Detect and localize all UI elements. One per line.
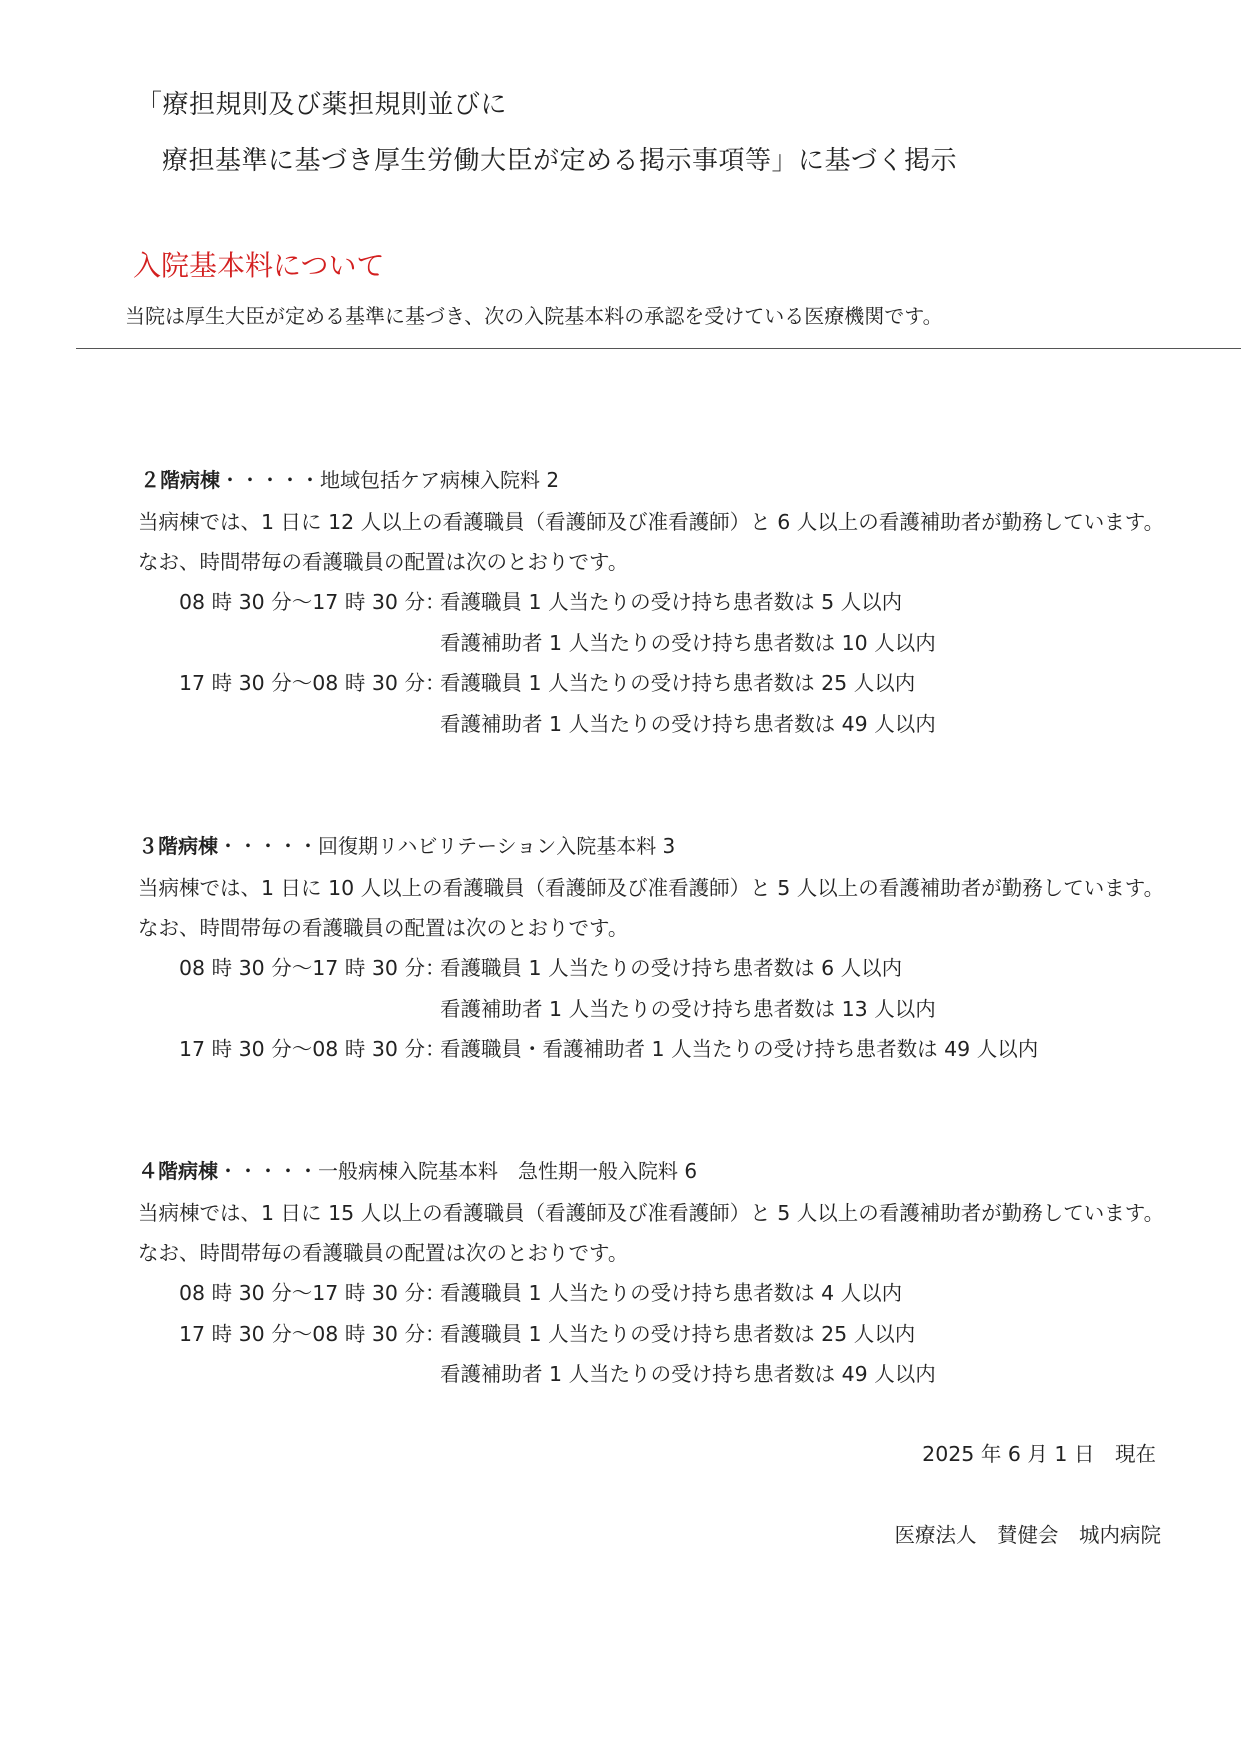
ward-4f-row-3-text: 看護補助者 1 人当たりの受け持ち患者数は 49 人以内	[440, 1362, 936, 1386]
document-title-line-2: 療担基準に基づき厚生労働大臣が定める掲示事項等」に基づく掲示	[162, 146, 958, 176]
effective-date: 2025 年 6 月 1 日 現在	[922, 1442, 1156, 1466]
ward-4f-row-2-text: 看護職員 1 人当たりの受け持ち患者数は 25 人以内	[440, 1322, 916, 1346]
ward-name: ２階病棟	[140, 468, 220, 492]
ward-dots: ・・・・・	[220, 468, 320, 492]
section-heading: 入院基本料について	[133, 249, 385, 282]
ward-name: ３階病棟	[138, 834, 218, 858]
ward-3f-row-3-time: 17 時 30 分～08 時 30 分：	[179, 1037, 446, 1061]
ward-3f-note: なお、時間帯毎の看護職員の配置は次のとおりです。	[138, 916, 629, 940]
ward-2f-row-4-text: 看護補助者 1 人当たりの受け持ち患者数は 49 人以内	[440, 712, 936, 736]
ward-3f-row-1-text: 看護職員 1 人当たりの受け持ち患者数は 6 人以内	[440, 956, 903, 980]
ward-dots: ・・・・・	[218, 1159, 318, 1183]
ward-2f-staffing: 当病棟では、1 日に 12 人以上の看護職員（看護師及び准看護師）と 6 人以上の看護補助者が勤務しています。	[138, 510, 1165, 534]
ward-type: 地域包括ケア病棟入院料 2	[320, 468, 560, 492]
ward-4f-row-1-time: 08 時 30 分～17 時 30 分：	[179, 1281, 446, 1305]
ward-3f-staffing: 当病棟では、1 日に 10 人以上の看護職員（看護師及び准看護師）と 5 人以上の看護補助者が勤務しています。	[138, 876, 1165, 900]
ward-name: ４階病棟	[138, 1159, 218, 1183]
ward-4f-staffing: 当病棟では、1 日に 15 人以上の看護職員（看護師及び准看護師）と 5 人以上の看護補助者が勤務しています。	[138, 1201, 1165, 1225]
ward-2f-row-1-time: 08 時 30 分～17 時 30 分：	[179, 590, 446, 614]
ward-2f-note: なお、時間帯毎の看護職員の配置は次のとおりです。	[138, 550, 629, 574]
ward-4f-title	[138, 1155, 697, 1184]
ward-2f-row-1-text: 看護職員 1 人当たりの受け持ち患者数は 5 人以内	[440, 590, 903, 614]
document-title-line-1: 「療担規則及び薬担規則並びに	[136, 90, 508, 120]
ward-type: 一般病棟入院基本料 急性期一般入院料 6	[318, 1159, 698, 1183]
ward-2f-title	[140, 464, 559, 493]
ward-4f-row-1-text: 看護職員 1 人当たりの受け持ち患者数は 4 人以内	[440, 1281, 903, 1305]
ward-2f-row-3-text: 看護職員 1 人当たりの受け持ち患者数は 25 人以内	[440, 671, 916, 695]
ward-2f-row-3-time: 17 時 30 分～08 時 30 分：	[179, 671, 446, 695]
ward-4f-note: なお、時間帯毎の看護職員の配置は次のとおりです。	[138, 1241, 629, 1265]
section-intro: 当院は厚生大臣が定める基準に基づき、次の入院基本料の承認を受けている医療機関です。	[125, 304, 943, 328]
ward-3f-row-3-text: 看護職員・看護補助者 1 人当たりの受け持ち患者数は 49 人以内	[440, 1037, 1039, 1061]
ward-3f-title	[138, 830, 675, 859]
ward-dots: ・・・・・	[218, 834, 318, 858]
ward-3f-row-1-time: 08 時 30 分～17 時 30 分：	[179, 956, 446, 980]
organization-name: 医療法人 賛健会 城内病院	[894, 1523, 1161, 1547]
divider	[76, 348, 1241, 349]
ward-type: 回復期リハビリテーション入院基本料 3	[318, 834, 676, 858]
ward-4f-row-2-time: 17 時 30 分～08 時 30 分：	[179, 1322, 446, 1346]
ward-3f-row-2-text: 看護補助者 1 人当たりの受け持ち患者数は 13 人以内	[440, 997, 936, 1021]
ward-2f-row-2-text: 看護補助者 1 人当たりの受け持ち患者数は 10 人以内	[440, 631, 936, 655]
